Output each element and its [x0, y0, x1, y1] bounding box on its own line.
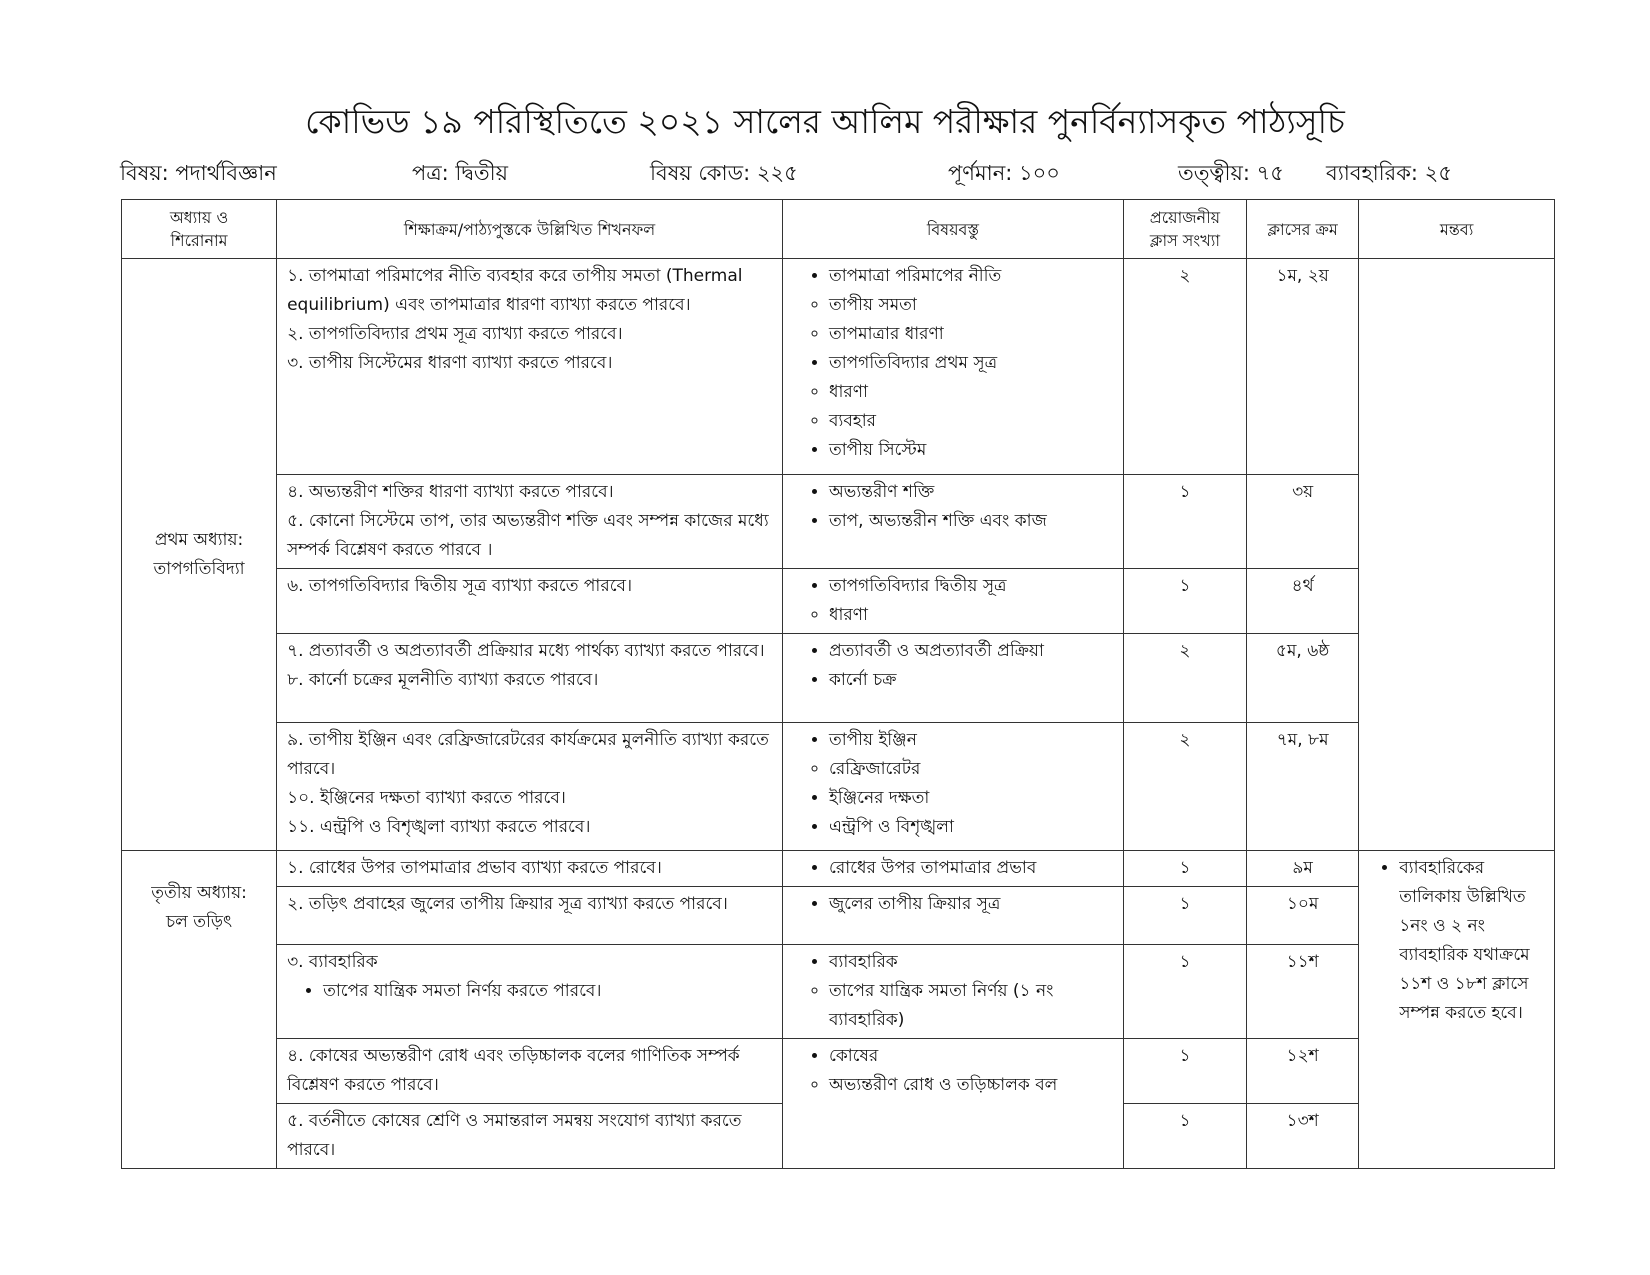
- table-row: [122, 475, 1555, 569]
- subject-name: বিষয়: পদার্থবিজ্ঞান: [120, 161, 277, 185]
- class-count: ২: [1123, 259, 1246, 475]
- outcome-cell: ৪. কোষের অভ্যন্তরীণ রোধ এবং তড়িচ্চালক বলের গাণিতিক সম্পর্ক বিশ্লেষণ করতে পারবে।: [277, 1039, 783, 1104]
- table-row: [122, 723, 1555, 851]
- table-row: [122, 1039, 1555, 1104]
- syllabus-table: [121, 199, 1555, 1169]
- outcome-cell: ২. তড়িৎ প্রবাহের জুলের তাপীয় ক্রিয়ার সূত্র ব্যাখ্যা করতে পারবে।: [277, 887, 783, 945]
- class-order: ৯ম: [1247, 851, 1359, 887]
- class-count: ১: [1123, 569, 1246, 634]
- table-row: [122, 634, 1555, 723]
- header-content: বিষয়বস্তু: [782, 200, 1123, 259]
- page-title: কোভিড ১৯ পরিস্থিতিতে ২০২১ সালের আলিম পরীক্ষার পুনর্বিন্যাসকৃত পাঠ্যসূচি: [305, 102, 1345, 141]
- content-cell: • অভ্যন্তরীণ শক্তি • তাপ, অভ্যন্তরীন শক্তি এবং কাজ: [782, 475, 1123, 569]
- class-order: ১২শ: [1247, 1039, 1359, 1104]
- class-count: ১: [1123, 475, 1246, 569]
- class-order: ৩য়: [1247, 475, 1359, 569]
- chapter-title: তৃতীয় অধ্যায়: চল তড়িৎ: [122, 851, 277, 1169]
- content-cell: • জুলের তাপীয় ক্রিয়ার সূত্র: [782, 887, 1123, 945]
- header-remarks: মন্তব্য: [1359, 200, 1555, 259]
- header-order: ক্লাসের ক্রম: [1247, 200, 1359, 259]
- outcome-cell: ৯. তাপীয় ইঞ্জিন এবং রেফ্রিজারেটরের কার্যক্রমের মুলনীতি ব্যাখ্যা করতে পারবে। ১০. ইঞ্জিনের দক্ষতা ব্যাখ্যা করতে পারবে। ১১. এন্ট্রপি ও বিশৃঙ্খলা ব্যাখ্যা করতে পারবে।: [277, 723, 783, 851]
- class-count: ১: [1123, 1104, 1246, 1169]
- outcome-cell: ৩. ব্যাবহারিক • তাপের যান্ত্রিক সমতা নির্ণয় করতে পারবে।: [277, 945, 783, 1039]
- table-row: [122, 259, 1555, 475]
- theory-marks: তত্ত্বীয়: ৭৫: [1178, 161, 1284, 185]
- header-chapter: অধ্যায় ও শিরোনাম: [122, 200, 277, 259]
- class-order: ৪র্থ: [1247, 569, 1359, 634]
- class-count: ১: [1123, 945, 1246, 1039]
- outcome-cell: ৫. বর্তনীতে কোষের শ্রেণি ও সমান্তরাল সমন্বয় সংযোগ ব্যাখ্যা করতে পারবে।: [277, 1104, 783, 1169]
- class-order: ১৩শ: [1247, 1104, 1359, 1169]
- practical-marks: ব্যাবহারিক: ২৫: [1326, 161, 1452, 185]
- full-marks: পূর্ণমান: ১০০: [948, 161, 1060, 185]
- content-cell: • তাপীয় ইঞ্জিন ◦ রেফ্রিজারেটর • ইঞ্জিনের দক্ষতা • এন্ট্রপি ও বিশৃঙ্খলা: [782, 723, 1123, 851]
- class-order: ১০ম: [1247, 887, 1359, 945]
- content-cell: • প্রত্যাবর্তী ও অপ্রত্যাবর্তী প্রক্রিয়া • কার্নো চক্র: [782, 634, 1123, 723]
- class-count: ১: [1123, 851, 1246, 887]
- subject-code: বিষয় কোড: ২২৫: [650, 161, 798, 185]
- content-cell: • তাপগতিবিদ্যার দ্বিতীয় সূত্র ◦ ধারণা: [782, 569, 1123, 634]
- class-order: ১১শ: [1247, 945, 1359, 1039]
- class-count: ২: [1123, 723, 1246, 851]
- class-count: ১: [1123, 887, 1246, 945]
- outcome-cell: ১. রোধের উপর তাপমাত্রার প্রভাব ব্যাখ্যা করতে পারবে।: [277, 851, 783, 887]
- class-order: ১ম, ২য়: [1247, 259, 1359, 475]
- content-cell: • কোষের ◦ অভ্যন্তরীণ রোধ ও তড়িচ্চালক বল: [782, 1039, 1123, 1169]
- table-row: [122, 945, 1555, 1039]
- class-order: ৭ম, ৮ম: [1247, 723, 1359, 851]
- header-outcomes: শিক্ষাক্রম/পাঠ্যপুস্তকে উল্লিখিত শিখনফল: [277, 200, 783, 259]
- outcome-cell: ৬. তাপগতিবিদ্যার দ্বিতীয় সূত্র ব্যাখ্যা করতে পারবে।: [277, 569, 783, 634]
- class-order: ৫ম, ৬ষ্ঠ: [1247, 634, 1359, 723]
- outcome-cell: ৭. প্রত্যাবর্তী ও অপ্রত্যাবর্তী প্রক্রিয়ার মধ্যে পার্থক্য ব্যাখ্যা করতে পারবে। ৮. কার্নো চক্রের মূলনীতি ব্যাখ্যা করতে পারবে।: [277, 634, 783, 723]
- paper-number: পত্র: দ্বিতীয়: [412, 161, 509, 185]
- class-count: ১: [1123, 1039, 1246, 1104]
- practical-remark: • ব্যাবহারিকের তালিকায় উল্লিখিত ১নং ও ২ নং ব্যাবহারিক যথাক্রমে ১১শ ও ১৮শ ক্লাসে সম্পন্ন করতে হবে।: [1399, 854, 1544, 1028]
- subject-info: [120, 156, 1500, 190]
- remark-cell: [1359, 851, 1555, 1169]
- content-cell: • তাপমাত্রা পরিমাপের নীতি ◦ তাপীয় সমতা ◦ তাপমাত্রার ধারণা • তাপগতিবিদ্যার প্রথম সূত্র ◦ ধারণা ◦ ব্যবহার • তাপীয় সিস্টেম: [782, 259, 1123, 475]
- table-row: [122, 887, 1555, 945]
- table-row: [122, 851, 1555, 887]
- header-classes: প্রয়োজনীয় ক্লাস সংখ্যা: [1123, 200, 1246, 259]
- chapter-title: প্রথম অধ্যায়: তাপগতিবিদ্যা: [122, 259, 277, 851]
- content-cell: • ব্যাবহারিক ◦ তাপের যান্ত্রিক সমতা নির্ণয় (১ নং ব্যাবহারিক): [782, 945, 1123, 1039]
- table-row: [122, 569, 1555, 634]
- remark-cell: [1359, 259, 1555, 851]
- table-header-row: [122, 200, 1555, 259]
- outcome-cell: ১. তাপমাত্রা পরিমাপের নীতি ব্যবহার করে তাপীয় সমতা (Thermal equilibrium) এবং তাপমাত্রার ধারণা ব্যাখ্যা করতে পারবে। ২. তাপগতিবিদ্যার প্রথম সূত্র ব্যাখ্যা করতে পারবে। ৩. তাপীয় সিস্টেমের ধারণা ব্যাখ্যা করতে পারবে।: [277, 259, 783, 475]
- content-cell: • রোধের উপর তাপমাত্রার প্রভাব: [782, 851, 1123, 887]
- class-count: ২: [1123, 634, 1246, 723]
- outcome-cell: ৪. অভ্যন্তরীণ শক্তির ধারণা ব্যাখ্যা করতে পারবে। ৫. কোনো সিস্টেমে তাপ, তার অভ্যন্তরীণ শক্তি এবং সম্পন্ন কাজের মধ্যে সম্পর্ক বিশ্লেষণ করতে পারবে ।: [277, 475, 783, 569]
